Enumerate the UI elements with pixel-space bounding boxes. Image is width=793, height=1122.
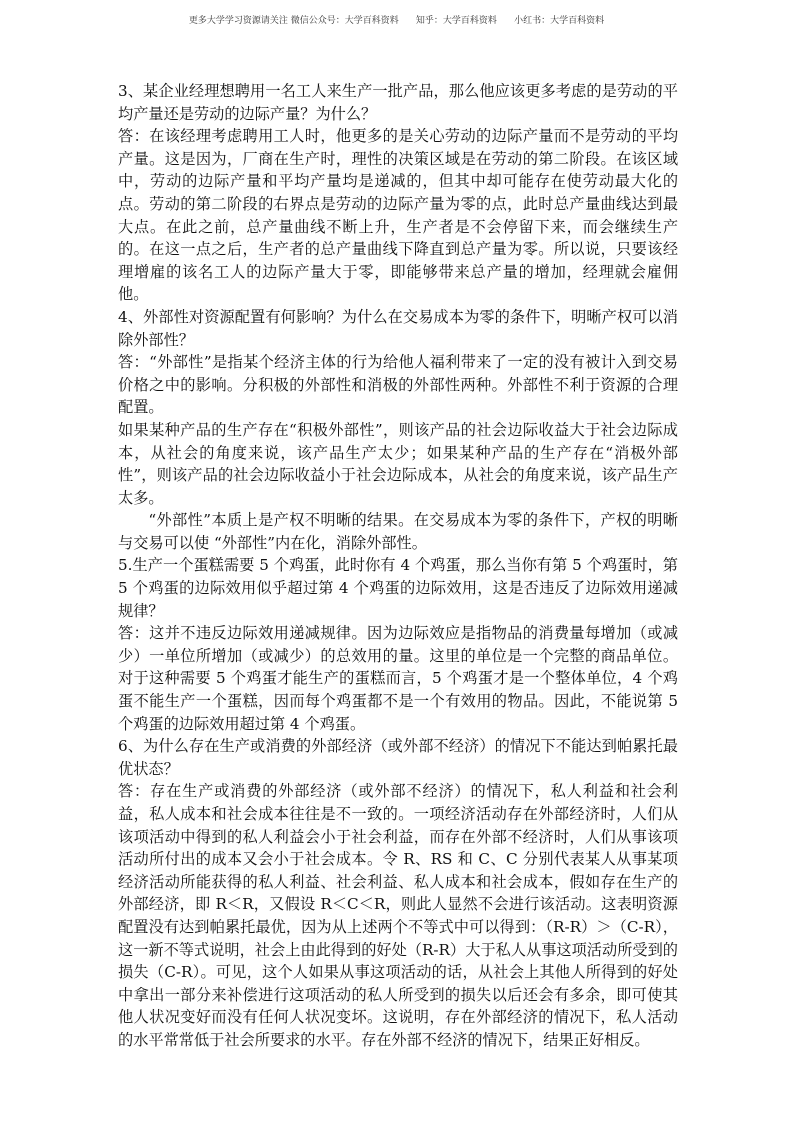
answer-5: 答：这并不违反边际效用递减规律。因为边际效应是指物品的消费量每增加（或减少）一单位所增加（或减少）的总效用的量。这里的单位是一个完整的商品单位。对于这种需要 5 个鸡蛋才能生产的蛋糕而言，5 个鸡蛋才是一个整体单位，4 个鸡蛋不能生产一个蛋糕，因而每个鸡蛋都不是一个有效用的物品。因此，不能说第 5 个鸡蛋的边际效用超过第 4 个鸡蛋。	[118, 624, 678, 733]
question-5: 5.生产一个蛋糕需要 5 个鸡蛋，此时你有 4 个鸡蛋，那么当你有第 5 个鸡蛋时，第 5 个鸡蛋的边际效用似乎超过第 4 个鸡蛋的边际效用，这是否违反了边际效用递减规律？	[118, 556, 678, 620]
answer-4-externality-effects: 如果某种产品的生产存在“积极外部性”，则该产品的社会边际收益大于社会边际成本，从社会的角度来说，该产品生产太少；如果某种产品的生产存在“消极外部性”，则该产品的社会边际收益小于社会边际成本，从社会的角度来说，该产品生产太多。	[118, 420, 678, 507]
answer-3: 答：在该经理考虑聘用工人时，他更多的是关心劳动的边际产量而不是劳动的平均产量。这是因为，厂商在生产时，理性的决策区域是在劳动的第二阶段。在该区域中，劳动的边际产量和平均产量均是递减的，但其中却可能存在使劳动最大化的点。劳动的第二阶段的右界点是劳动的边际产量为零的点，此时总产量曲线达到最大点。在此之前，总产量曲线不断上升，生产者是不会停留下来，而会继续生产的。在这一点之后，生产者的总产量曲线下降直到总产量为零。所以说，只要该经理增雇的该名工人的边际产量大于零，即能够带来总产量的增加，经理就会雇佣他。	[118, 127, 678, 304]
document-body	[118, 80, 678, 1052]
question-3: 3、某企业经理想聘用一名工人来生产一批产品，那么他应该更多考虑的是劳动的平均产量还是劳动的边际产量？为什么？	[118, 82, 678, 123]
answer-4-property-rights: “外部性”本质上是产权不明晰的结果。在交易成本为零的条件下，产权的明晰与交易可以使 “外部性”内在化，消除外部性。	[118, 511, 678, 552]
page-header: 更多大学学习资源请关注 微信公众号：大学百科资料 知乎：大学百科资料 小红书：大学百科资料	[188, 16, 605, 26]
answer-4-definition: 答：“外部性”是指某个经济主体的行为给他人福利带来了一定的没有被计入到交易价格之中的影响。分积极的外部性和消极的外部性两种。外部性不利于资源的合理配置。	[118, 353, 678, 417]
question-6: 6、为什么存在生产或消费的外部经济（或外部不经济）的情况下不能达到帕累托最优状态？	[118, 737, 678, 778]
question-4: 4、外部性对资源配置有何影响？为什么在交易成本为零的条件下，明晰产权可以消除外部性？	[118, 307, 678, 349]
answer-6: 答：存在生产或消费的外部经济（或外部不经济）的情况下，私人利益和社会利益，私人成本和社会成本往往是不一致的。一项经济活动存在外部经济时，人们从该项活动中得到的私人利益会小于社会利益，而存在外部不经济时，人们从事该项活动所付出的成本又会小于社会成本。令 R、RS 和 C、C 分别代表某人从事某项经济活动所能获得的私人利益、社会利益、私人成本和社会成本，假如存在生产的外部经济，即 R＜R，又假设 R＜C＜R，则此人显然不会进行该活动。这表明资源配置没有达到帕累托最优，因为从上述两个不等式中可以得到：（R-R）＞（C-R），这一新不等式说明，社会上由此得到的好处（R-R）大于私人从事这项活动所受到的损失（C-R）。可见，这个人如果从事这项活动的话，从社会上其他人所得到的好处中拿出一部分来补偿进行这项活动的私人所受到的损失以后还会有多余，即可使其他人状况变好而没有任何人状况变坏。这说明，存在外部经济的情况下，私人活动的水平常常低于社会所要求的水平。存在外部不经济的情况下，结果正好相反。	[118, 782, 678, 1049]
